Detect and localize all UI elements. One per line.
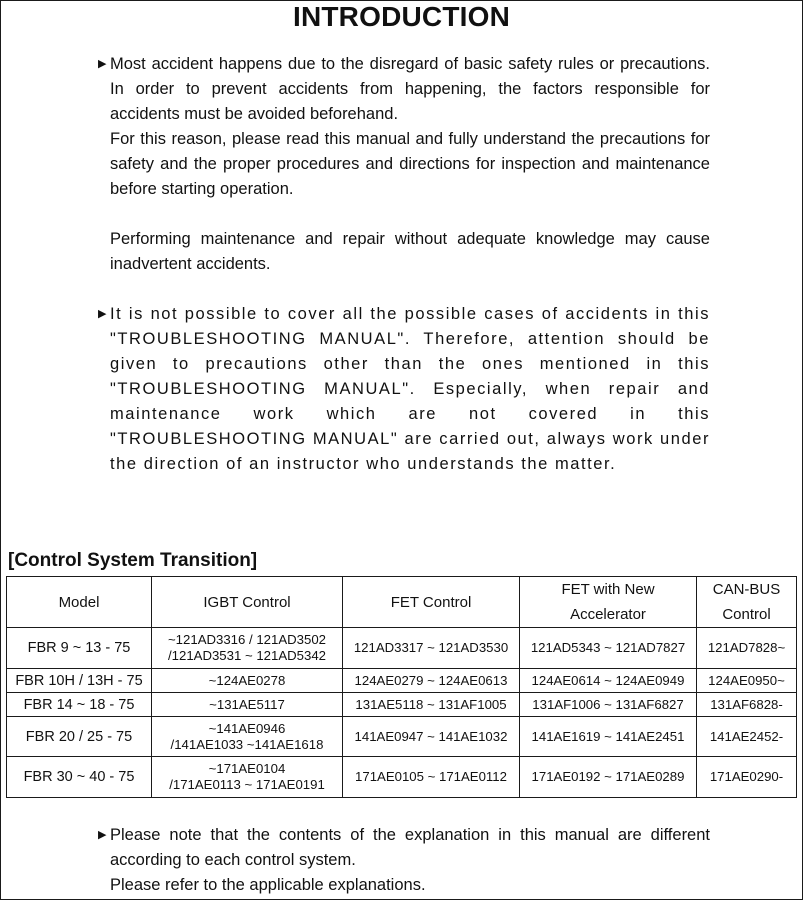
intro-text-3: Performing maintenance and repair without adequate knowledge may cause inadvertent accidents. [110,230,710,273]
cell-model: FBR 30 ~ 40 - 75 [7,757,152,798]
cell-fet-new: 124AE0614 ~ 124AE0949 [520,669,697,693]
header-canbus [697,577,797,628]
header-canbus-line1: CAN-BUS [712,581,781,598]
cell-model: FBR 9 ~ 13 - 75 [7,628,152,669]
cell-canbus: 141AE2452- [697,717,797,757]
header-igbt: IGBT Control [152,577,343,628]
cell-igbt: ~131AE5117 [152,693,343,717]
section-title: [Control System Transition] [8,550,258,571]
cell-igbt: ~124AE0278 [152,669,343,693]
cell-fet: 171AE0105 ~ 171AE0112 [343,757,520,798]
header-fet-new-line2: Accelerator [570,606,646,623]
cell-fet: 131AE5118 ~ 131AF1005 [343,693,520,717]
intro-text-5: Please note that the contents of the explanation in this manual are different according to each control system. [110,826,710,869]
cell-igbt-line1: ~121AD3316 / 121AD3502 [167,632,326,647]
cell-fet: 141AE0947 ~ 141AE1032 [343,717,520,757]
cell-canbus: 171AE0290- [697,757,797,798]
intro-paragraph-3 [98,823,710,898]
cell-igbt-line1: ~171AE0104 [208,761,286,776]
paragraph-gap [110,202,710,227]
intro-paragraph-1 [98,52,710,277]
cell-fet-new: 131AF1006 ~ 131AF6827 [520,693,697,717]
cell-fet: 121AD3317 ~ 121AD3530 [343,628,520,669]
cell-fet-new: 141AE1619 ~ 141AE2451 [520,717,697,757]
cell-igbt [152,717,343,757]
header-canbus-line2: Control [722,606,771,623]
header-fet-new-line1: FET with New [561,581,655,598]
cell-igbt-line2: /121AD3531 ~ 121AD5342 [167,648,326,663]
cell-model: FBR 20 / 25 - 75 [7,717,152,757]
cell-canbus: 121AD7828~ [697,628,797,669]
table-header-row [7,577,797,628]
page-title: INTRODUCTION [292,1,511,32]
cell-fet-new: 171AE0192 ~ 171AE0289 [520,757,697,798]
header-model: Model [7,577,152,628]
intro-text-2: For this reason, please read this manual and fully understand the precautions for safety and the proper procedures and directions for inspection and maintenance before starting operation. [110,130,710,198]
cell-model: FBR 14 ~ 18 - 75 [7,693,152,717]
control-system-table [6,576,797,798]
cell-fet-new: 121AD5343 ~ 121AD7827 [520,628,697,669]
cell-canbus: 131AF6828- [697,693,797,717]
intro-text-1: Most accident happens due to the disregard of basic safety rules or precautions. In order to prevent accidents from happening, the factors responsible for accidents must be avoided beforehand. [110,55,710,123]
intro-paragraph-2 [98,302,710,477]
intro-text-6: Please refer to the applicable explanations. [110,876,426,894]
intro-text-4: It is not possible to cover all the possible cases of accidents in this "TROUBLESHOOTING MANUAL". Therefore, attention should be given to precautions other than the ones mentioned in this "TROUBLESHOOTING MANUAL". Especially, when repair and maintenance work which are not covered in this "TROUBLESHOOTING MANUAL" are carried out, always work under the direction of an instructor who understands the matter. [110,305,710,473]
table-row [7,757,797,798]
table-row [7,669,797,693]
cell-igbt-line1: ~141AE0946 [208,720,286,736]
header-fet: FET Control [343,577,520,628]
header-fet-new [520,577,697,628]
table-row [7,717,797,757]
bullet-arrow-icon: ▶ [98,308,107,320]
cell-igbt [152,628,343,669]
cell-igbt-line2: /141AE1033 ~141AE1618 [170,736,324,752]
cell-canbus: 124AE0950~ [697,669,797,693]
cell-igbt-line2: /171AE0113 ~ 171AE0191 [169,777,325,792]
cell-model: FBR 10H / 13H - 75 [7,669,152,693]
bullet-arrow-icon: ▶ [98,829,107,841]
cell-igbt [152,757,343,798]
table-row [7,693,797,717]
cell-fet: 124AE0279 ~ 124AE0613 [343,669,520,693]
table-row [7,628,797,669]
bullet-arrow-icon: ▶ [98,58,107,70]
